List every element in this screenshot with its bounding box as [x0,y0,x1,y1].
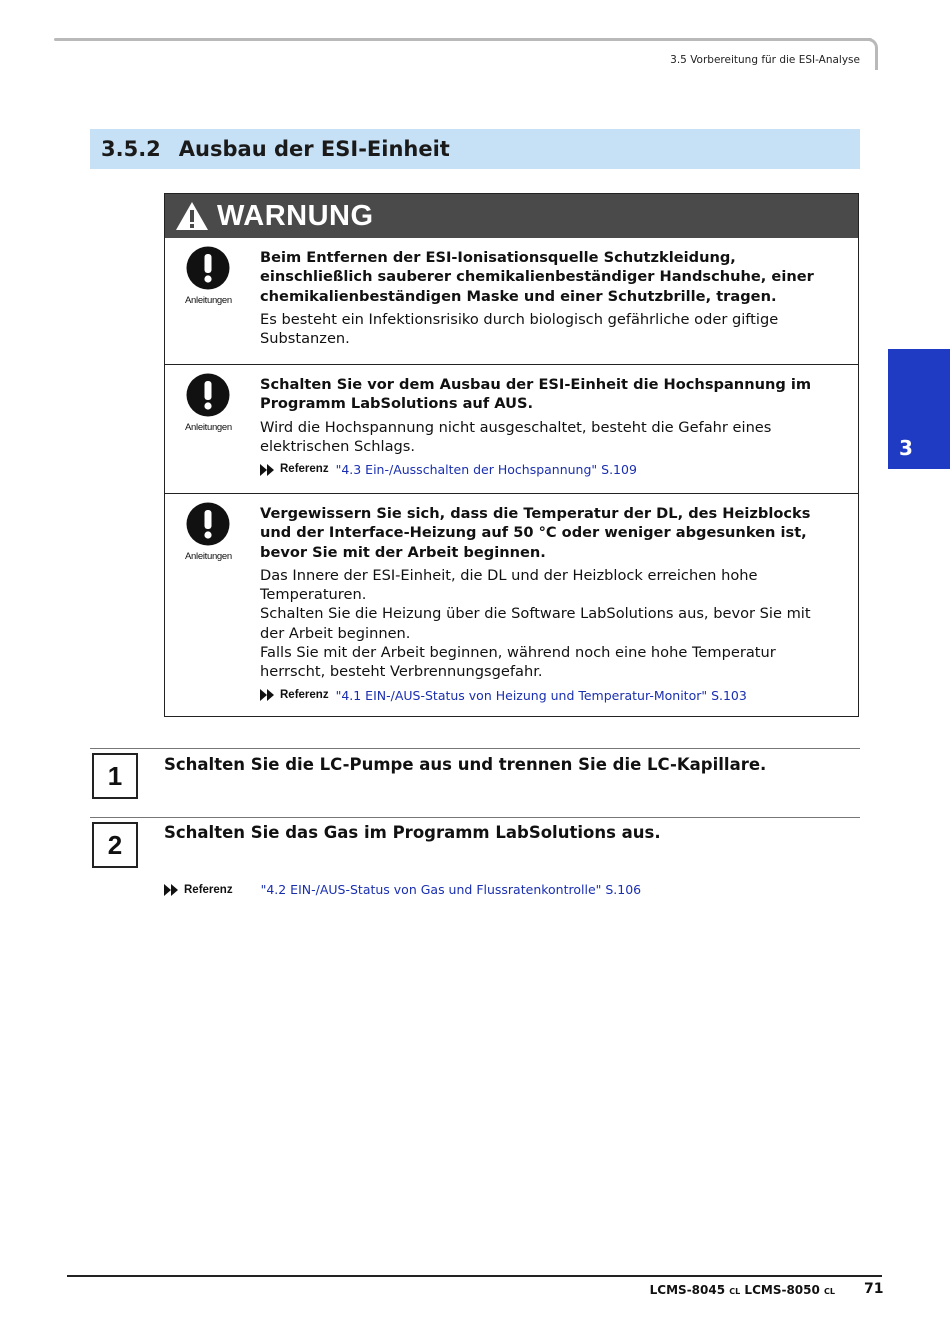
warning-box [164,193,859,717]
header-corner [860,38,878,70]
warning-explanation: Wird die Hochspannung nicht ausgeschaltet, besteht die Gefahr eines elektrischen Schlags. [260,418,772,455]
section-heading [90,129,860,169]
warning-explanation: Es besteht ein Infektionsrisiko durch biologisch gefährliche oder giftige Substanzen. [260,310,779,348]
exclamation-icon [186,373,230,417]
warning-text [260,248,838,348]
warning-header [165,194,858,238]
reference-label: Referenz [184,883,233,896]
double-arrow-icon [260,464,276,476]
footer-model-names [650,1283,835,1297]
warning-instruction: Beim Entfernen der ESI-Ionisationsquelle Schutzkleidung, einschließlich sauberer chemikalienbeständiger Handschuhe, einer chemikalienbeständigen Maske und einer Schutzbrille, tragen. [260,249,814,305]
step-divider [90,817,860,818]
section-number: 3.5.2 [101,137,161,161]
warning-instruction: Schalten Sie vor dem Ausbau der ESI-Einheit die Hochspannung im Programm LabSolutions auf AUS. [260,376,812,413]
reference-label: Referenz [280,688,329,701]
double-arrow-icon [260,689,276,701]
mandatory-instruction-icon [185,373,231,433]
step-number-box: 1 [92,753,138,799]
model-suffix: CL [824,1287,835,1296]
warning-item [165,364,858,493]
warning-explanation-line: Falls Sie mit der Arbeit beginnen, während noch eine hohe Temperatur herrscht, besteht Verbrennungsgefahr. [260,644,776,681]
reference-row [164,882,641,897]
footer-rule [67,1275,882,1277]
icon-caption: Anleitungen [185,551,232,562]
warning-text [260,375,838,479]
running-head: 3.5 Vorbereitung für die ESI-Analyse [670,54,860,66]
mandatory-instruction-icon [185,246,231,306]
warning-explanation-line: Schalten Sie die Heizung über die Software LabSolutions aus, bevor Sie mit der Arbeit beginnen. [260,605,811,642]
warning-text [260,504,838,705]
warning-explanation-line: Das Innere der ESI-Einheit, die DL und der Heizblock erreichen hohe Temperaturen. [260,566,758,604]
page-number: 71 [864,1281,884,1297]
icon-caption: Anleitungen [185,295,232,306]
warning-item [165,238,858,364]
reference-row [260,686,838,705]
header-rule [54,38,872,41]
model-name: LCMS-8050 [744,1283,820,1297]
warning-item [165,493,858,717]
warning-explanation [260,566,838,682]
reference-link[interactable]: "4.3 Ein-/Ausschalten der Hochspannung" S.109 [335,462,637,478]
step-number-box: 2 [92,822,138,868]
step-instruction: Schalten Sie das Gas im Programm LabSolutions aus. [164,823,661,842]
model-suffix: CL [729,1287,741,1296]
reference-link[interactable]: "4.2 EIN-/AUS-Status von Gas und Flussratenkontrolle" S.106 [260,882,642,897]
warning-title: WARNUNG [217,199,374,232]
reference-label: Referenz [280,463,329,476]
step-instruction: Schalten Sie die LC-Pumpe aus und trennen Sie die LC-Kapillare. [164,755,767,774]
section-title: Ausbau der ESI-Einheit [178,137,450,161]
chapter-tab [888,349,950,469]
reference-row [260,460,838,479]
exclamation-icon [186,502,230,546]
icon-caption: Anleitungen [185,422,232,433]
reference-link[interactable]: "4.1 EIN-/AUS-Status von Heizung und Temperatur-Monitor" S.103 [335,687,747,703]
warning-instruction: Vergewissern Sie sich, dass die Temperatur der DL, des Heizblocks und der Interface-Heizung auf 50 °C oder weniger abgesunken ist, bevor Sie mit der Arbeit beginnen. [260,505,811,561]
step-divider [90,748,860,749]
warning-triangle-icon [175,201,209,231]
exclamation-icon [186,246,230,290]
mandatory-instruction-icon [185,502,231,562]
double-arrow-icon [164,884,180,896]
chapter-tab-number: 3 [899,436,913,460]
model-name: LCMS-8045 [649,1283,726,1297]
